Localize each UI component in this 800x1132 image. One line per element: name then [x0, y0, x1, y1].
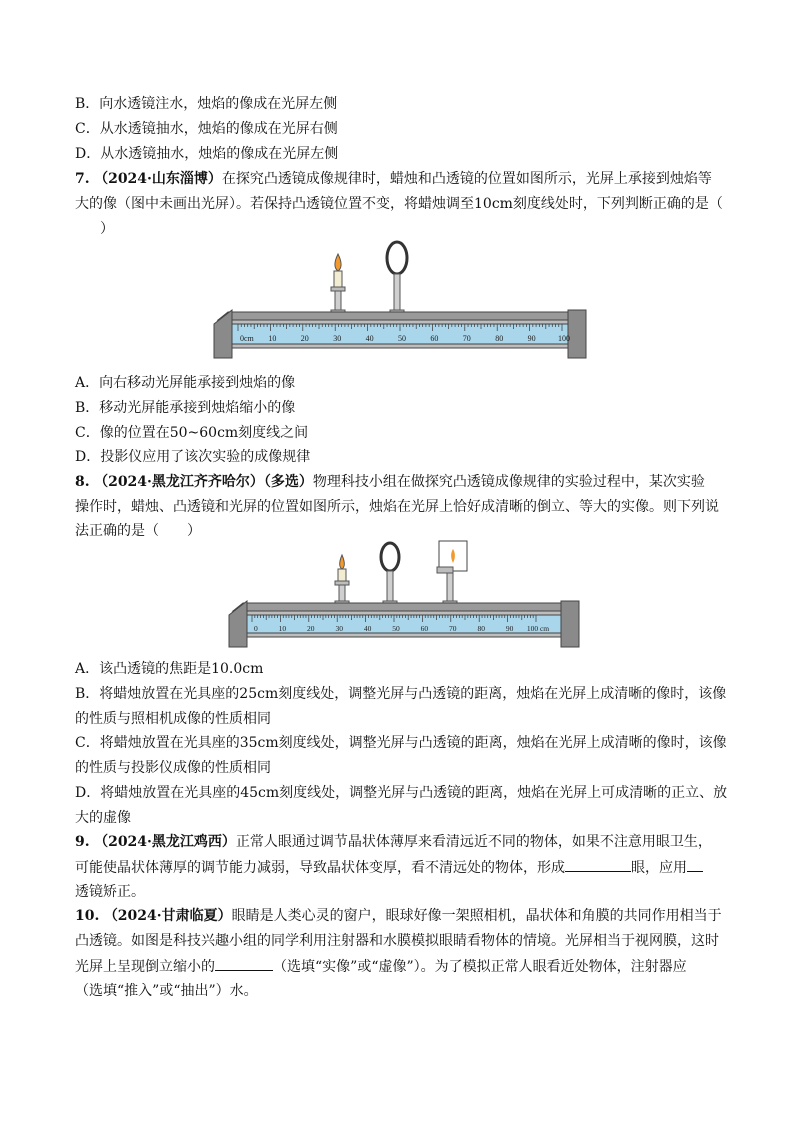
q8-option-a: A．该凸透镜的焦距是10.0cm: [75, 661, 264, 677]
q10-line2: 凸透镜。如图是科技兴趣小组的同学利用注射器和水膜模拟眼睛看物体的情境。光屏相当于视网膜，这时: [75, 933, 719, 949]
scale-label: 70: [462, 334, 471, 343]
q10-stem-part: （选填“实像”或“虚像”）。为了模拟正常人眼看近处物体，注射器应: [273, 959, 687, 975]
convex-lens-icon: [381, 543, 399, 609]
scale-label: 10: [268, 334, 277, 343]
option-c-prev: C．从水透镜抽水，烛焰的像成在光屏右侧: [75, 121, 338, 137]
q9-stem-part: 眼，应用: [631, 860, 687, 876]
q7-option-c: C．像的位置在50~60cm刻度线之间: [75, 425, 309, 441]
scale-label: 80: [477, 624, 485, 633]
scale-label: 30: [335, 624, 343, 633]
scale-label: 50: [398, 334, 406, 343]
optical-bench-figure-7: [210, 240, 595, 365]
q8-number: 8.: [75, 474, 90, 490]
answer-blank: [687, 857, 703, 872]
q9-stem: 正常人眼通过调节晶状体薄厚来看清远近不同的物体，如果不注意用眼卫生，: [235, 834, 712, 850]
scale-label: 0cm: [240, 334, 254, 343]
q8-option-d-line1: D．将蜡烛放置在光具座的45cm刻度线处，调整光屏与凸透镜的距离，烛焰在光屏上可成清晰的正立、放: [75, 785, 728, 801]
q10-number: 10.: [75, 908, 100, 924]
option-d-prev: D．从水透镜抽水，烛焰的像成在光屏左侧: [75, 146, 339, 162]
scale-label: 100: [558, 334, 570, 343]
scale-label: 30: [333, 334, 342, 343]
q9-source: （2024·黑龙江鸡西）: [94, 834, 236, 850]
scale-label: 70: [449, 624, 457, 633]
q7-number: 7.: [75, 171, 90, 187]
scale-label: 20: [307, 624, 315, 633]
q8-line3: 法正确的是（ ）: [75, 523, 201, 539]
q10-line1: [75, 906, 722, 926]
q8-option-c-line2: 的性质与投影仪成像的性质相同: [75, 760, 271, 776]
q7-option-a: A．向右移动光屏能承接到烛焰的像: [75, 375, 296, 391]
q10-stem: 眼睛是人类心灵的窗户，眼球好像一架照相机，晶状体和角膜的共同作用相当于: [231, 908, 722, 924]
q8-source: （2024·黑龙江齐齐哈尔）（多选）: [94, 474, 313, 490]
q9-number: 9.: [75, 834, 90, 850]
q10-source: （2024·甘肃临夏）: [103, 908, 232, 924]
light-screen-icon: [437, 541, 467, 609]
convex-lens-icon: [387, 242, 407, 319]
scale-label: 10: [278, 624, 287, 633]
q8-option-b-line1: B．将蜡烛放置在光具座的25cm刻度线处，调整光屏与凸透镜的距离，烛焰在光屏上成清晰的像时，该像: [75, 686, 727, 702]
scale-label: 90: [505, 624, 514, 633]
q9-stem-part: 可能使晶状体薄厚的调节能力减弱，导致晶状体变厚，看不清远处的物体，形成: [75, 860, 565, 876]
candle-icon: [331, 254, 345, 319]
q9-line3: 透镜矫正。: [75, 884, 145, 900]
scale-label: 0: [254, 624, 258, 633]
scale-label: 40: [363, 624, 372, 633]
q10-line4: （选填“推入”或“抽出”）水。: [75, 983, 258, 999]
q7-stem: 在探究凸透镜成像规律时，蜡烛和凸透镜的位置如图所示，光屏上承接到烛焰等: [221, 171, 712, 187]
answer-blank: [565, 857, 631, 872]
q7-source: （2024·山东淄博）: [94, 171, 222, 187]
q8-option-b-line2: 的性质与照相机成像的性质相同: [75, 711, 271, 727]
scale-label: 60: [420, 624, 429, 633]
optical-bench-figure-8: [225, 537, 585, 652]
q9-line2: [75, 857, 703, 878]
q7-option-b: B．移动光屏能承接到烛焰缩小的像: [75, 400, 296, 416]
q8-line1: [75, 472, 705, 492]
scale-label: 80: [495, 334, 504, 343]
q8-option-c-line1: C．将蜡烛放置在光具座的35cm刻度线处，调整光屏与凸透镜的距离，烛焰在光屏上成清晰的像时，该像: [75, 735, 727, 751]
scale-label: 100 cm: [526, 624, 550, 633]
scale-label: 90: [527, 334, 536, 343]
q9-line1: [75, 832, 712, 852]
scale-label: 20: [300, 334, 309, 343]
candle-icon: [335, 555, 349, 609]
scale-label: 60: [430, 334, 439, 343]
q10-line3: [75, 956, 687, 977]
q8-stem: 物理科技小组在做探究凸透镜成像规律的实验过程中，某次实验: [312, 474, 705, 490]
q8-line2: 操作时，蜡烛、凸透镜和光屏的位置如图所示，烛焰在光屏上恰好成清晰的倒立、等大的实像。则下列说: [75, 499, 719, 515]
answer-blank: [215, 956, 273, 971]
q7-line2: 大的像（图中未画出光屏）。若保持凸透镜位置不变，将蜡烛调至10cm刻度线处时，下列判断正确的是（: [75, 196, 723, 212]
option-b-prev: B．向水透镜注水，烛焰的像成在光屏左侧: [75, 96, 338, 112]
q10-stem-part: 光屏上呈现倒立缩小的: [75, 959, 215, 975]
scale-label: 50: [392, 624, 400, 633]
scale-label: 40: [365, 334, 374, 343]
q7-line1: [75, 169, 712, 189]
q8-option-d-line2: 大的虚像: [75, 810, 131, 826]
q7-option-d: D．投影仪应用了该次实验的成像规律: [75, 449, 311, 465]
q7-line3: ）: [100, 221, 114, 237]
